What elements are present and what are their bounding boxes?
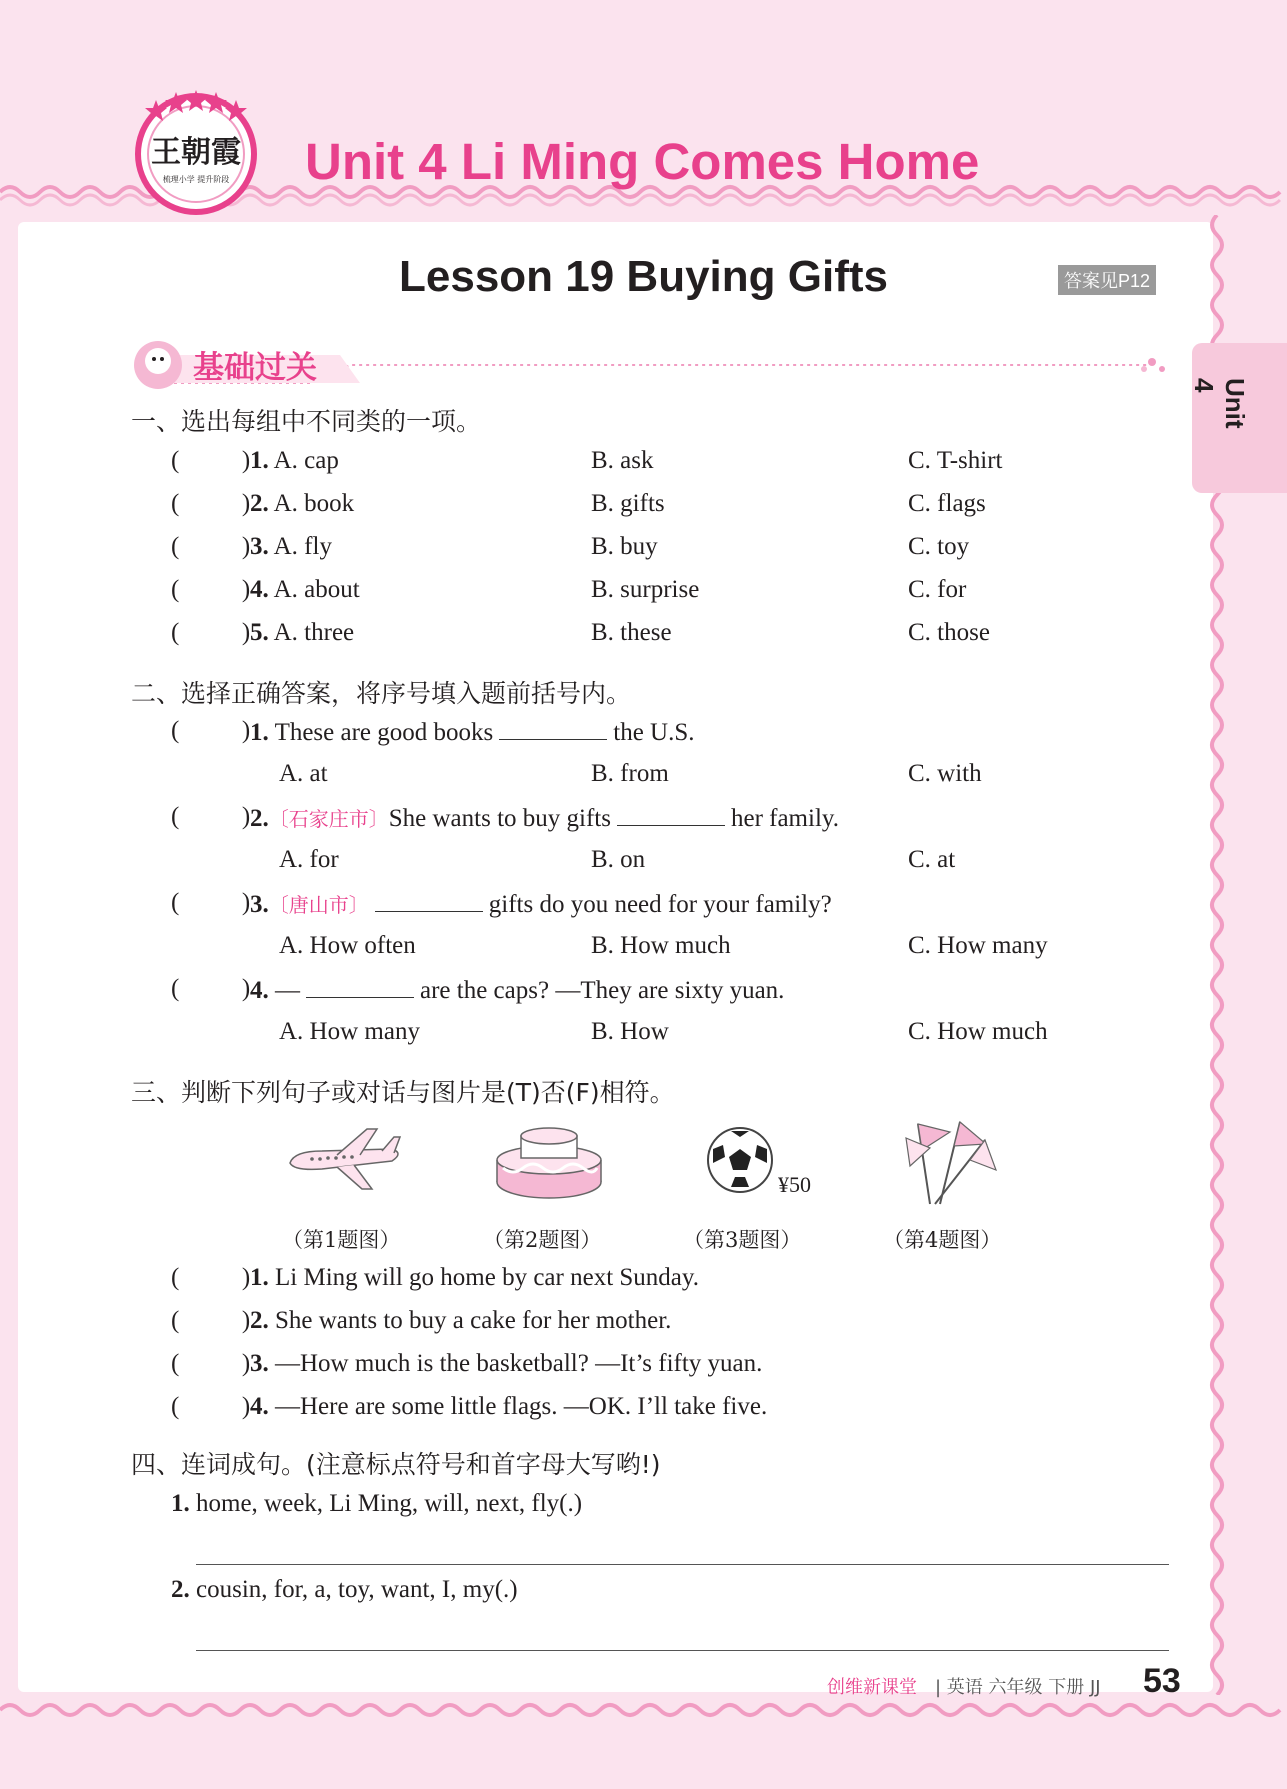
item-number: 3. <box>250 1350 269 1377</box>
item-number: 1. <box>250 1264 269 1291</box>
answer-bracket[interactable]: ( ) <box>171 1393 251 1420</box>
question-text-pre: — <box>275 977 300 1004</box>
option-c: C. How many <box>908 932 1048 959</box>
option-c: C. toy <box>908 533 970 560</box>
airplane-picture <box>282 1123 407 1195</box>
unit-side-tab <box>1189 343 1287 493</box>
option-c: C. T-shirt <box>908 447 1003 474</box>
answer-bracket[interactable]: ( ) <box>171 447 251 474</box>
option-a: A. for <box>279 846 339 873</box>
part2-heading: 二、选择正确答案，将序号填入题前括号内。 <box>131 679 632 708</box>
figure-caption: （第3题图） <box>683 1228 802 1252</box>
answer-bracket[interactable]: ( ) <box>171 1264 251 1291</box>
football-picture <box>705 1125 775 1195</box>
answer-line[interactable] <box>196 1564 1169 1565</box>
fill-blank[interactable] <box>375 889 483 912</box>
answer-bracket[interactable]: ( ) <box>171 576 251 603</box>
bottom-wave-border <box>0 1700 1287 1730</box>
option-c: C. with <box>908 760 982 787</box>
answer-bracket[interactable]: ( ) <box>171 490 251 517</box>
section-title: 基础过关 <box>193 350 317 386</box>
item-number: 1. <box>171 1490 190 1517</box>
part1-heading: 一、选出每组中不同类的一项。 <box>131 407 482 436</box>
option-c: C. for <box>908 576 967 603</box>
side-tab-label: Unit 4 <box>1189 378 1250 429</box>
svg-text:梳理小学 提升阶段: 梳理小学 提升阶段 <box>162 175 230 184</box>
question-text-post: gifts do you need for your family? <box>488 891 832 918</box>
question-text-post: are the caps? —They are sixty yuan. <box>420 977 785 1004</box>
question-text-post: her family. <box>730 805 840 832</box>
statement-text: She wants to buy a cake for her mother. <box>275 1307 672 1334</box>
statement-text: —How much is the basketball? —It’s fifty yuan. <box>275 1350 763 1377</box>
brand-logo <box>132 90 260 218</box>
statement-text: Li Ming will go home by car next Sunday. <box>275 1264 700 1291</box>
option-a: A. fly <box>273 533 332 560</box>
question-text-post: the U.S. <box>613 719 695 746</box>
option-b: B. buy <box>591 533 658 560</box>
option-c: C. How much <box>908 1018 1048 1045</box>
word-list: home, week, Li Ming, will, next, fly(.) <box>196 1490 583 1517</box>
item-number: 2. <box>250 805 269 832</box>
item-number: 2. <box>250 1307 269 1334</box>
svg-text:王朝霞: 王朝霞 <box>151 135 241 170</box>
item-number: 4. <box>250 576 269 603</box>
answer-bracket[interactable]: ( ) <box>171 803 251 830</box>
item-number: 4. <box>250 1393 269 1420</box>
option-a: A. How often <box>279 932 416 959</box>
option-c: C. flags <box>908 490 986 517</box>
question-text-pre: These are good books <box>274 719 494 746</box>
option-a: A. book <box>273 490 355 517</box>
answer-bracket[interactable]: ( ) <box>171 619 251 646</box>
statement-text: —Here are some little flags. —OK. I’ll take five. <box>275 1393 768 1420</box>
option-b: B. on <box>591 846 646 873</box>
answer-bracket[interactable]: ( ) <box>171 889 251 916</box>
answer-bracket[interactable]: ( ) <box>171 717 251 744</box>
source-tag: 〔唐山市〕 <box>268 893 369 917</box>
option-a: A. three <box>273 619 355 646</box>
option-b: B. surprise <box>591 576 700 603</box>
item-number: 4. <box>250 977 269 1004</box>
item-number: 1. <box>250 447 269 474</box>
figure-caption: （第2题图） <box>483 1228 602 1252</box>
option-a: A. How many <box>279 1018 420 1045</box>
option-b: B. these <box>591 619 672 646</box>
answer-bracket[interactable]: ( ) <box>171 975 251 1002</box>
item-number: 3. <box>250 533 269 560</box>
option-b: B. ask <box>591 447 654 474</box>
option-a: A. about <box>273 576 360 603</box>
figure-caption: （第4题图） <box>883 1228 1002 1252</box>
footer-brand: 创维新课堂 <box>827 1677 917 1698</box>
price-label: ¥50 <box>778 1172 811 1197</box>
page-number: 53 <box>1143 1662 1181 1700</box>
option-c: C. those <box>908 619 990 646</box>
unit-title: Unit 4 Li Ming Comes Home <box>305 133 980 190</box>
cake-picture <box>493 1122 605 1202</box>
footer-book-info: | 英语 六年级 下册 JJ <box>935 1677 1101 1698</box>
item-number: 1. <box>250 719 269 746</box>
answer-bracket[interactable]: ( ) <box>171 1307 251 1334</box>
item-number: 2. <box>250 490 269 517</box>
fill-blank[interactable] <box>617 803 725 826</box>
flags-picture <box>900 1118 1000 1206</box>
option-b: B. How much <box>591 932 731 959</box>
item-number: 5. <box>250 619 269 646</box>
part3-heading: 三、判断下列句子或对话与图片是(T)否(F)相符。 <box>131 1078 675 1107</box>
question-text-pre: She wants to buy gifts <box>388 805 611 832</box>
item-number: 2. <box>171 1576 190 1603</box>
option-c: C. at <box>908 846 956 873</box>
option-b: B. gifts <box>591 490 665 517</box>
word-list: cousin, for, a, toy, want, I, my(.) <box>196 1576 518 1603</box>
answer-bracket[interactable]: ( ) <box>171 1350 251 1377</box>
answer-bracket[interactable]: ( ) <box>171 533 251 560</box>
answer-line[interactable] <box>196 1650 1169 1651</box>
option-a: A. cap <box>273 447 339 474</box>
fill-blank[interactable] <box>499 717 607 740</box>
answer-reference-badge: 答案见P12 <box>1058 265 1156 295</box>
option-b: B. How <box>591 1018 669 1045</box>
fill-blank[interactable] <box>306 975 414 998</box>
figure-caption: （第1题图） <box>282 1228 401 1252</box>
item-number: 3. <box>250 891 269 918</box>
lesson-title: Lesson 19 Buying Gifts <box>399 252 888 301</box>
part4-heading: 四、连词成句。(注意标点符号和首字母大写哟!) <box>131 1450 661 1479</box>
source-tag: 〔石家庄市〕 <box>268 807 389 831</box>
option-a: A. at <box>279 760 328 787</box>
option-b: B. from <box>591 760 669 787</box>
